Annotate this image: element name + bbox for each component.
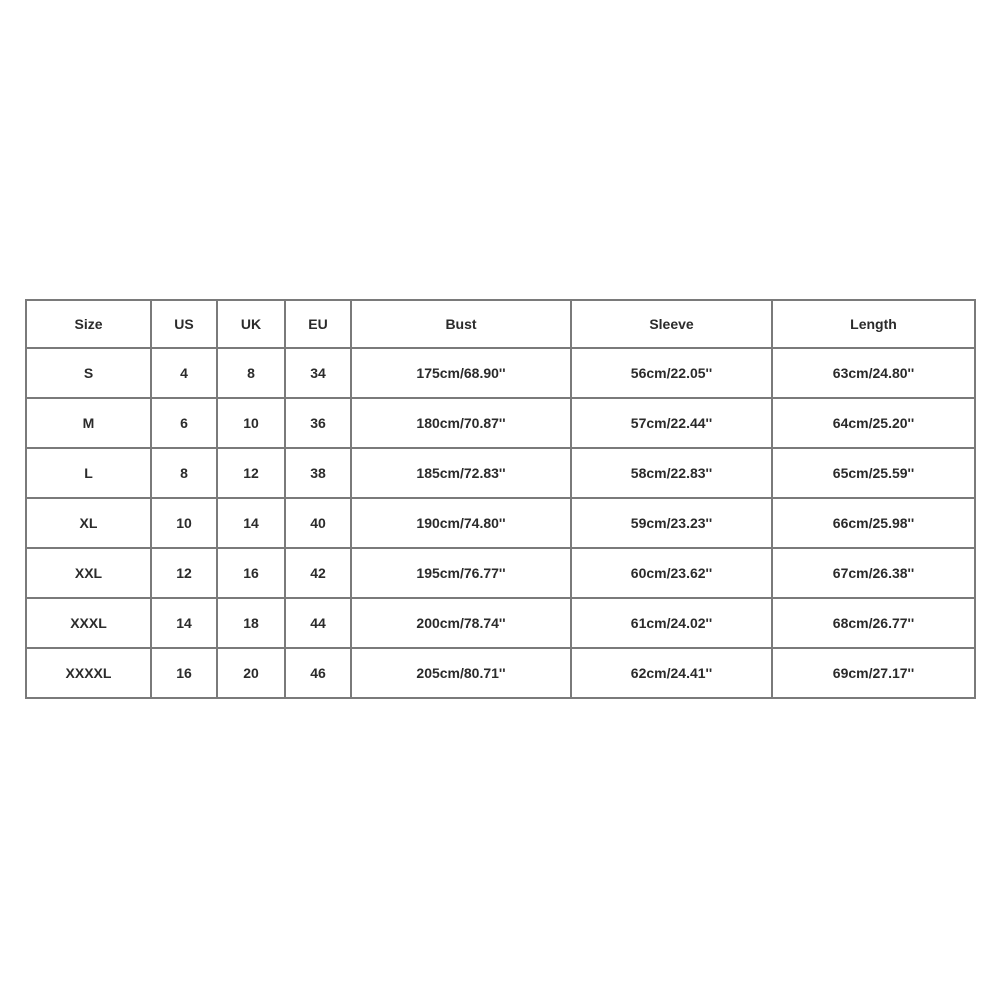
cell-sleeve: 56cm/22.05'' bbox=[571, 348, 772, 398]
table-row bbox=[26, 448, 975, 498]
cell-us: 14 bbox=[151, 598, 217, 648]
cell-size: M bbox=[26, 398, 151, 448]
table-header-row bbox=[26, 300, 975, 348]
cell-size: XXL bbox=[26, 548, 151, 598]
table-row bbox=[26, 398, 975, 448]
cell-size: XXXL bbox=[26, 598, 151, 648]
cell-eu: 46 bbox=[285, 648, 351, 698]
cell-bust: 190cm/74.80'' bbox=[351, 498, 571, 548]
size-chart-table bbox=[25, 299, 976, 699]
cell-uk: 14 bbox=[217, 498, 285, 548]
cell-eu: 44 bbox=[285, 598, 351, 648]
table-row bbox=[26, 348, 975, 398]
cell-uk: 12 bbox=[217, 448, 285, 498]
header-bust: Bust bbox=[351, 300, 571, 348]
cell-eu: 36 bbox=[285, 398, 351, 448]
cell-bust: 180cm/70.87'' bbox=[351, 398, 571, 448]
cell-sleeve: 61cm/24.02'' bbox=[571, 598, 772, 648]
cell-bust: 185cm/72.83'' bbox=[351, 448, 571, 498]
cell-uk: 16 bbox=[217, 548, 285, 598]
cell-sleeve: 62cm/24.41'' bbox=[571, 648, 772, 698]
cell-length: 68cm/26.77'' bbox=[772, 598, 975, 648]
cell-length: 64cm/25.20'' bbox=[772, 398, 975, 448]
cell-us: 16 bbox=[151, 648, 217, 698]
cell-uk: 18 bbox=[217, 598, 285, 648]
cell-length: 67cm/26.38'' bbox=[772, 548, 975, 598]
cell-us: 12 bbox=[151, 548, 217, 598]
cell-eu: 34 bbox=[285, 348, 351, 398]
cell-size: XXXXL bbox=[26, 648, 151, 698]
cell-sleeve: 57cm/22.44'' bbox=[571, 398, 772, 448]
header-us: US bbox=[151, 300, 217, 348]
cell-length: 69cm/27.17'' bbox=[772, 648, 975, 698]
cell-sleeve: 58cm/22.83'' bbox=[571, 448, 772, 498]
cell-size: XL bbox=[26, 498, 151, 548]
cell-sleeve: 60cm/23.62'' bbox=[571, 548, 772, 598]
cell-us: 8 bbox=[151, 448, 217, 498]
cell-bust: 195cm/76.77'' bbox=[351, 548, 571, 598]
cell-us: 10 bbox=[151, 498, 217, 548]
header-sleeve: Sleeve bbox=[571, 300, 772, 348]
table-row bbox=[26, 598, 975, 648]
cell-us: 4 bbox=[151, 348, 217, 398]
cell-length: 65cm/25.59'' bbox=[772, 448, 975, 498]
table-row bbox=[26, 548, 975, 598]
cell-eu: 38 bbox=[285, 448, 351, 498]
cell-bust: 205cm/80.71'' bbox=[351, 648, 571, 698]
cell-sleeve: 59cm/23.23'' bbox=[571, 498, 772, 548]
cell-size: S bbox=[26, 348, 151, 398]
header-length: Length bbox=[772, 300, 975, 348]
cell-uk: 8 bbox=[217, 348, 285, 398]
table-row bbox=[26, 648, 975, 698]
cell-uk: 10 bbox=[217, 398, 285, 448]
header-uk: UK bbox=[217, 300, 285, 348]
cell-us: 6 bbox=[151, 398, 217, 448]
cell-eu: 40 bbox=[285, 498, 351, 548]
cell-bust: 200cm/78.74'' bbox=[351, 598, 571, 648]
cell-length: 63cm/24.80'' bbox=[772, 348, 975, 398]
cell-length: 66cm/25.98'' bbox=[772, 498, 975, 548]
cell-uk: 20 bbox=[217, 648, 285, 698]
cell-bust: 175cm/68.90'' bbox=[351, 348, 571, 398]
header-eu: EU bbox=[285, 300, 351, 348]
table-row bbox=[26, 498, 975, 548]
cell-eu: 42 bbox=[285, 548, 351, 598]
header-size: Size bbox=[26, 300, 151, 348]
cell-size: L bbox=[26, 448, 151, 498]
